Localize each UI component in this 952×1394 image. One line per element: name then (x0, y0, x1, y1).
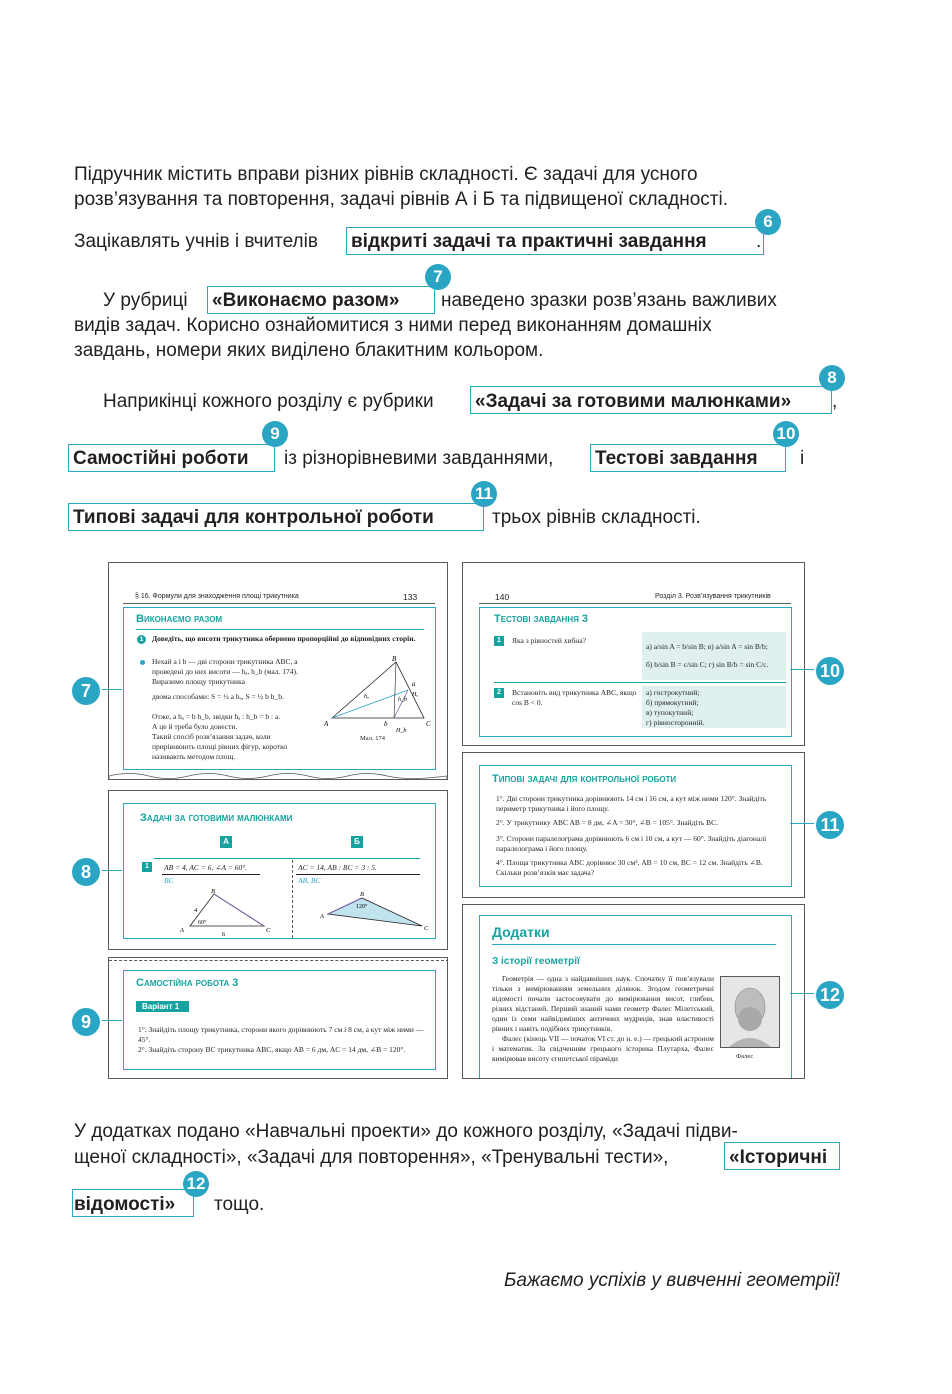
badge-12-side: 12 (814, 979, 846, 1011)
q2-opt-c: в) тупокутний; (646, 708, 694, 717)
badge-7-side: 7 (70, 675, 102, 707)
solution-text-1: Нехай a і b — дві сторони трикутника ABC, а проведені до них висоти — hₐ, h_b (мал. 174). Виразимо площу трикутника (152, 657, 298, 686)
ready-drawings-title: Задачі за готовими малюнками (140, 812, 293, 824)
page-133-excerpt (108, 562, 448, 780)
appendix-line-1: У додатках подано «Навчальні проекти» до кожного розділу, «Задачі підви- (74, 1121, 738, 1142)
do-together-label: «Виконаємо разом» (212, 290, 400, 311)
ready-b-A: A (320, 913, 324, 920)
fig-label-C: C (426, 720, 431, 728)
intro-line-2: розв’язування та повторення, задачі рівнів А і Б та підвищеної складності. (74, 189, 728, 210)
appendix-line-2: щеної складності», «Задачі для повторення», «Тренувальні тести», (74, 1147, 669, 1168)
col-a-find: BC (164, 876, 174, 885)
fig-label-A: A (324, 720, 329, 728)
q1-options-b: б) b/sin B = c/sin C; г) sin B/b = sin C/c. (646, 660, 769, 669)
task-1-text: Доведіть, що висоти трикутника обернено пропорційні до відповідних сторін. (152, 634, 416, 643)
rubric-line-2: видів задач. Корисно ознайомитися з ними перед виконанням домашніх (74, 315, 712, 336)
appendix-title: Додатки (492, 924, 550, 940)
tests-box (479, 607, 792, 737)
end-middle: із різнорівневими завданнями, (284, 448, 554, 469)
col-b-find: AB, BC (298, 876, 321, 885)
intro-line-3-prefix: Зацікавлять учнів і вчителів (74, 231, 318, 252)
self-task-1: 1°. Знайдіть площу трикутника, сторони якого дорівнюють 7 см і 8 см, а кут між ними — 45°. (138, 1025, 424, 1044)
ready-a-B: B (211, 888, 215, 895)
typical-task-1: 1°. Дві сторони трикутника дорівнюють 14 см і 16 см, а кут між ними 120°. Знайдіть периметр трикутника і його площу. (496, 794, 767, 813)
col-b-given: AC = 14, AB : BC = 3 : 5. (298, 863, 377, 872)
rubric-line-3: завдань, номери яких виділено блакитним кольором. (74, 340, 544, 361)
col-a-given: AB = 4, AC = 6, ∠A = 60°. (164, 863, 248, 872)
tests-title: Тестові завдання 3 (494, 613, 589, 625)
variant-badge: Варіант 1 (136, 1001, 189, 1012)
typical-task-2: 2°. У трикутнику ABC AB = 8 дм, ∠A = 30°, ∠B = 105°. Знайдіть BC. (496, 818, 719, 827)
self-work-box (123, 970, 436, 1070)
q2-opt-d: г) рівносторонній. (646, 718, 705, 727)
do-together-title: Виконаємо разом (136, 613, 223, 625)
q2-opt-a: а) гострокутний; (646, 688, 700, 697)
page-self-work-excerpt (108, 957, 448, 1079)
fig-label-b: b (384, 720, 388, 728)
ready-drawings-label: «Задачі за готовими малюнками» (475, 391, 792, 412)
q2-badge: 2 (494, 688, 504, 698)
thales-portrait (720, 976, 780, 1048)
ready-a-C: C (266, 927, 271, 934)
ready-drawings-box (123, 803, 436, 939)
portrait-caption: Фалес (736, 1053, 754, 1060)
ready-figure-a (178, 888, 278, 938)
badge-11-side: 11 (814, 809, 846, 841)
badge-10-side: 10 (814, 655, 846, 687)
appendix-text: Геометрія — одна з найдавніших наук. Спочатку її пов’язували тільки з вимірюванням земельних ділянок. Згодом геометричні відомості почали застосовувати до вимірювання висот, глибин, різних відстаней. Перший знаний нами геометр Фалес Мілетський, один із семи найвідоміших античних мудреців, знав властивості рівних і навіть подібних трикутників. (492, 974, 714, 1033)
self-work-label: Самостійні роботи (73, 448, 249, 469)
q2-opt-b: б) прямокутний; (646, 698, 699, 707)
page-133-header: § 16. Формули для знаходження площі трикутника (135, 593, 299, 600)
col-b-badge: Б (351, 836, 363, 848)
q1-text: Яка з рівностей хибна? (512, 636, 586, 645)
appendix-subtitle: З історії геометрії (492, 956, 580, 967)
solution-text-5: Такий спосіб розв’язання задач, коли прирівнюють площі рівних фігур, коротко називають методом площ. (152, 732, 288, 761)
self-work-title: Самостійна робота 3 (136, 977, 239, 989)
badge-6: 6 (755, 209, 781, 235)
fig-label-B: B (392, 656, 397, 663)
tests-label: Тестові завдання (595, 448, 758, 469)
page-140-excerpt (462, 562, 805, 746)
fig-label-Hb: H_b (396, 728, 407, 734)
page-133-number: 133 (403, 592, 418, 602)
fig-label-hb: h_b (398, 697, 407, 703)
end-comma: , (832, 391, 838, 412)
closing-wish: Бажаємо успіхів у вивченні геометрії! (504, 1270, 840, 1291)
ready-b-B: B (360, 891, 364, 898)
fig-caption: Мал. 174 (360, 735, 385, 742)
history-label-a: «Історичні (729, 1147, 828, 1168)
typical-tasks-label: Типові задачі для контрольної роботи (73, 507, 434, 528)
badge-7: 7 (425, 264, 451, 290)
page-appendix-excerpt (462, 904, 805, 1079)
badge-9: 9 (262, 421, 288, 447)
fig-label-ha: hₐ (364, 694, 369, 700)
page-ready-drawings-excerpt (108, 790, 448, 950)
page-140-header: Розділ 3. Розв’язування трикутників (655, 593, 771, 600)
ready-a-angle: 60° (198, 920, 207, 926)
solution-text-3: Отже, a hₐ = b h_b, звідки hₐ : h_b = b : a. (152, 712, 281, 721)
ready-a-A: A (180, 927, 184, 934)
typical-task-4: 4°. Площа трикутника ABC дорівнює 30 см², AB = 10 см, BC = 12 см. Знайдіть ∠B. Скільки розв’язків має задача? (496, 858, 763, 877)
fig-label-a: a (412, 680, 416, 688)
intro-line-1: Підручник містить вправи різних рівнів складності. Є задачі для усного (74, 164, 698, 185)
page-140-number: 140 (495, 592, 510, 602)
appendix-box (479, 915, 792, 1079)
badge-8-side: 8 (70, 856, 102, 888)
intro-line-3-suffix: . (756, 231, 762, 252)
figure-174 (324, 656, 434, 736)
q1-badge: 1 (494, 636, 504, 646)
appendix-text-2: Фалес (кінець VII — початок VI ст. до н. е.) — грецький астроном і математик. За свідченням грецького історика Плутарха, Фалес вимірював висоту єгипетської піраміди (492, 1034, 715, 1063)
typical-tasks-box (479, 765, 792, 887)
typical-task-3: 3°. Сторони паралелограма дорівнюють 6 см і 10 см, а кут — 60°. Знайдіть діагоналі паралелограма і його площу. (496, 834, 767, 853)
history-label-b: відомості» (74, 1194, 176, 1215)
page-typical-tasks-excerpt (462, 752, 805, 898)
end-suffix: трьох рівнів складності. (492, 507, 701, 528)
typical-tasks-title: Типові задачі для контрольної роботи (492, 773, 677, 785)
solution-text-2: двома способами: S = ½ a hₐ, S = ½ b h_b. (152, 692, 284, 701)
ready-a-4: 4 (194, 907, 198, 914)
badge-9-side: 9 (70, 1006, 102, 1038)
ready-b-C: C (424, 925, 429, 932)
appendix-suffix: тощо. (214, 1194, 265, 1215)
fig-label-Ha: Hₐ (412, 692, 419, 698)
ready-b-angle: 120° (356, 904, 368, 910)
task-1-badge: 1 (137, 635, 146, 644)
row-1-badge: 1 (142, 862, 152, 872)
badge-10: 10 (773, 421, 799, 447)
badge-12: 12 (183, 1171, 209, 1197)
q1-options-a: а) a/sin A = b/sin B; в) a/sin A = sin B/b; (646, 642, 768, 651)
self-task-2: 2°. Знайдіть сторону BC трикутника ABC, якщо AB = 6 дм, AC = 14 дм, ∠B = 120°. (138, 1045, 406, 1054)
open-tasks-label: відкриті задачі та практичні завдання (351, 231, 707, 252)
ready-figure-b (320, 890, 430, 934)
col-a-badge: А (220, 836, 232, 848)
ready-a-6: 6 (222, 931, 226, 938)
solution-text-4: А це й треба було довести. (152, 722, 238, 731)
do-together-box (123, 607, 436, 770)
badge-11: 11 (471, 481, 497, 507)
rubric-prefix: У рубриці (103, 290, 188, 311)
badge-8: 8 (819, 365, 845, 391)
rubric-rest-1: наведено зразки розв’язань важливих (441, 290, 777, 311)
end-prefix: Наприкінці кожного розділу є рубрики (103, 391, 434, 412)
q2-text: Встановіть вид трикутника ABC, якщо cos B < 0. (512, 688, 637, 707)
end-and: і (800, 448, 805, 469)
